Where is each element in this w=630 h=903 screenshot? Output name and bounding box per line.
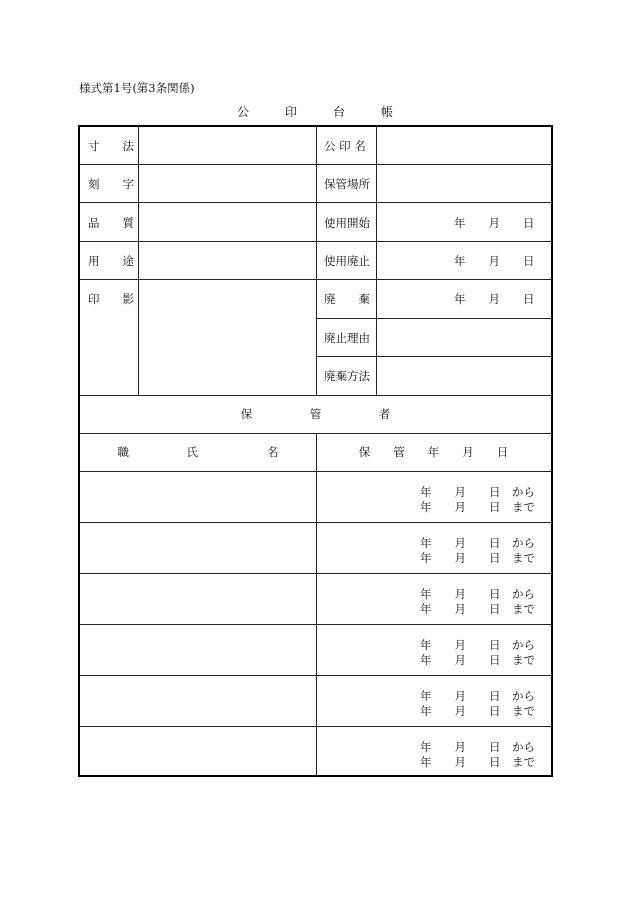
row-divider: [316, 356, 551, 357]
row-divider: [316, 318, 551, 319]
keepers-col-name: 職 氏 名: [117, 445, 279, 459]
keeper-to-date: 年 月 日 まで: [420, 500, 535, 514]
label-abolition-reason: 廃止理由: [324, 331, 370, 345]
keeper-from-date: 年 月 日 から: [420, 638, 535, 652]
seal-ledger-table: [78, 125, 553, 777]
page-title: 公 印 台 帳: [236, 105, 393, 119]
row-divider: [80, 395, 551, 396]
label-impression: 印 影: [88, 292, 134, 306]
keeper-to-date: 年 月 日 まで: [420, 704, 535, 718]
label-disposal: 廃 棄: [324, 292, 370, 306]
keepers-col-period: 保 管 年 月 日: [358, 445, 509, 459]
keeper-from-date: 年 月 日 から: [420, 740, 535, 754]
column-divider: [376, 127, 377, 395]
disposal-date: 年 月 日: [454, 292, 535, 306]
keeper-to-date: 年 月 日 まで: [420, 755, 535, 769]
keeper-from-date: 年 月 日 から: [420, 485, 535, 499]
keepers-section-title: 保 管 者: [240, 407, 391, 421]
use-end-date: 年 月 日: [454, 254, 535, 268]
use-start-date: 年 月 日: [454, 216, 535, 230]
label-quality: 品 質: [88, 216, 134, 230]
keeper-to-date: 年 月 日 まで: [420, 551, 535, 565]
keeper-from-date: 年 月 日 から: [420, 587, 535, 601]
form-number: 様式第1号(第3条関係): [79, 81, 195, 95]
column-divider: [316, 433, 317, 777]
keeper-from-date: 年 月 日 から: [420, 536, 535, 550]
column-divider: [316, 127, 317, 395]
keeper-from-date: 年 月 日 から: [420, 689, 535, 703]
label-use-end: 使用廃止: [324, 254, 370, 268]
label-disposal-method: 廃棄方法: [324, 369, 370, 383]
label-storage: 保管場所: [324, 177, 370, 191]
label-usage: 用 途: [88, 254, 134, 268]
label-size: 寸 法: [88, 139, 134, 153]
label-use-start: 使用開始: [324, 216, 370, 230]
keeper-to-date: 年 月 日 まで: [420, 602, 535, 616]
label-seal-name: 公 印 名: [324, 139, 366, 153]
column-divider: [138, 127, 139, 395]
label-engraving: 刻 字: [88, 177, 134, 191]
keeper-to-date: 年 月 日 まで: [420, 653, 535, 667]
